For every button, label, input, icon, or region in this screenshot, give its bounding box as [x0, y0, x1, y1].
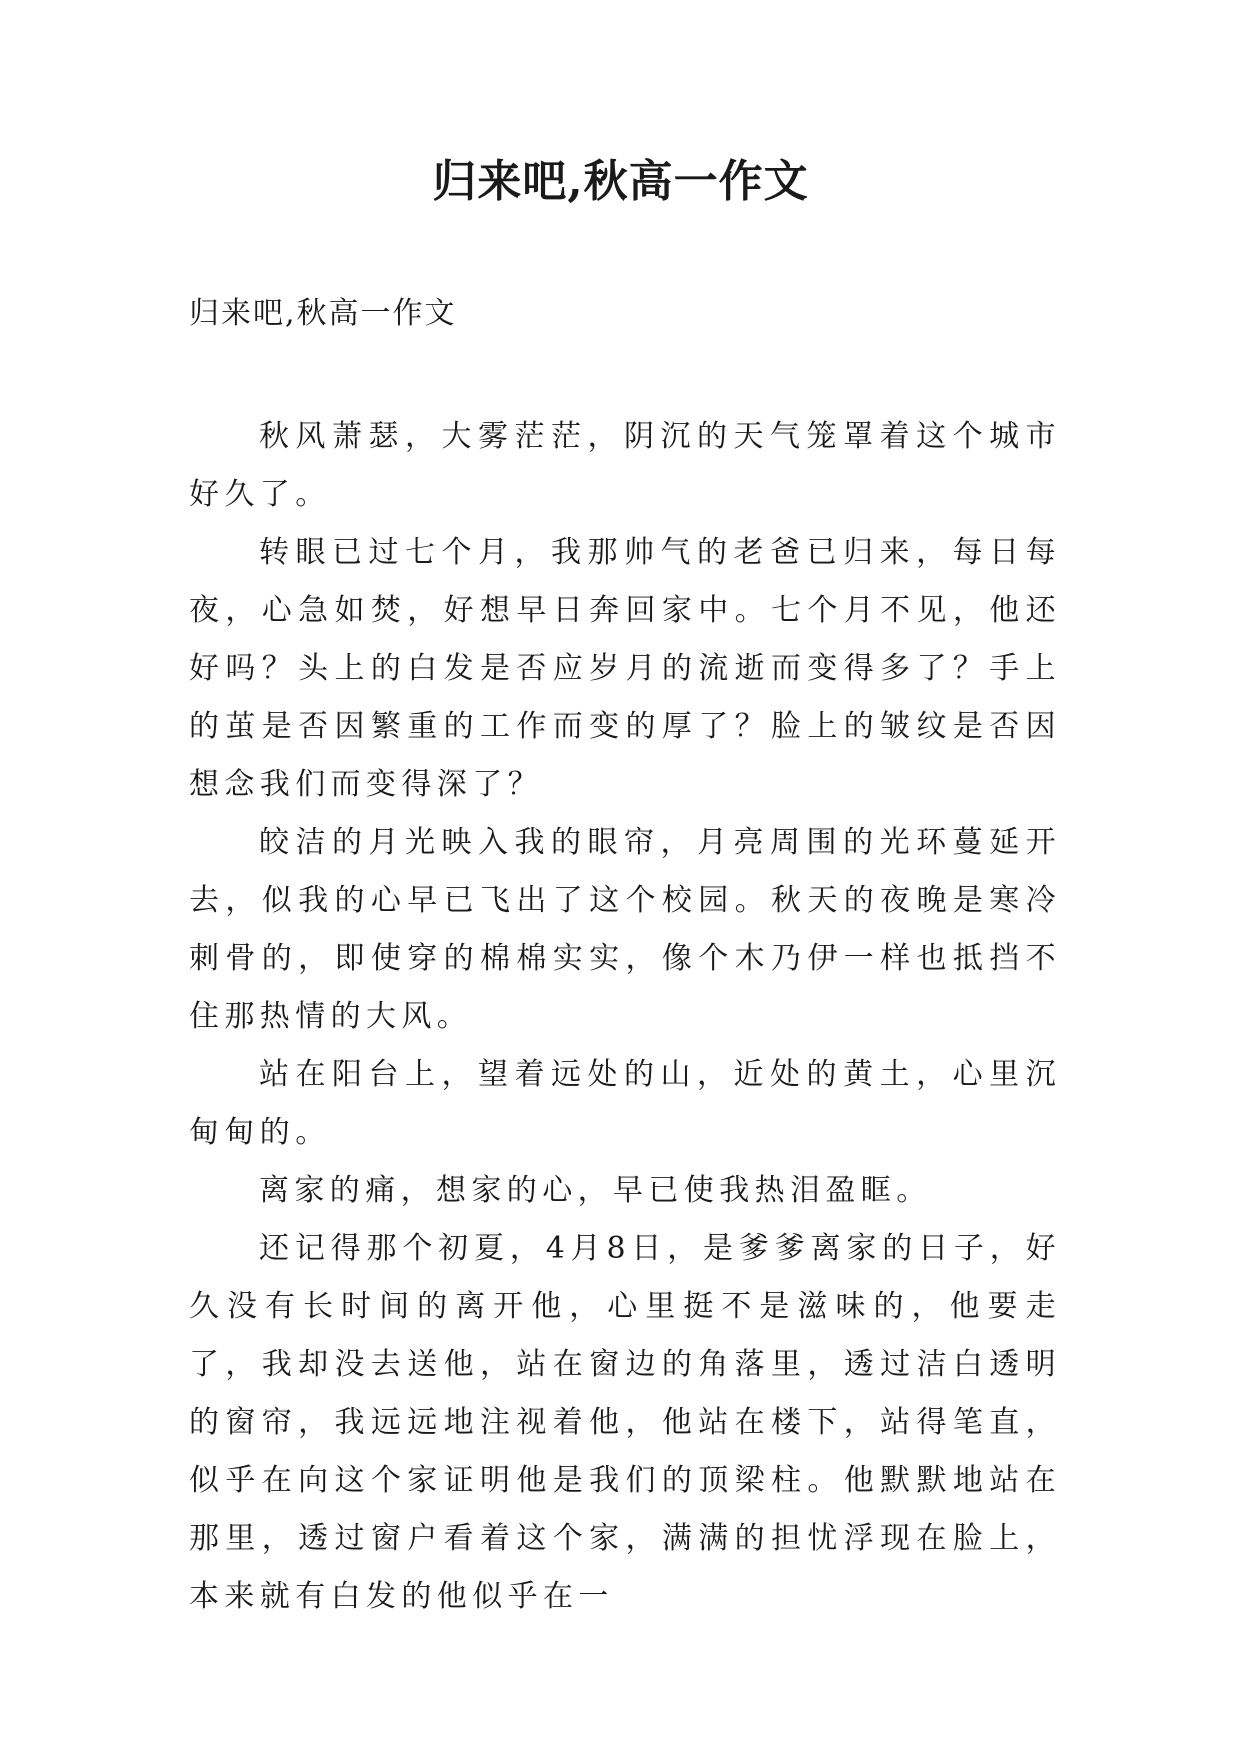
- paragraph: 皎洁的月光映入我的眼帘，月亮周围的光环蔓延开去，似我的心早已飞出了这个校园。秋天的夜晚是寒冷刺骨的，即使穿的棉棉实实，像个木乃伊一样也抵挡不住那热情的大风。: [189, 825, 1061, 1034]
- document-subtitle: 归来吧,秋高一作文: [189, 296, 457, 331]
- paragraph: 站在阳台上，望着远处的山，近处的黄土，心里沉甸甸的。: [189, 1057, 1061, 1150]
- paragraph: 离家的痛，想家的心，早已使我热泪盈眶。: [259, 1173, 932, 1208]
- document-title: 归来吧,秋高一作文: [432, 156, 809, 207]
- paragraph: 转眼已过七个月，我那帅气的老爸已归来，每日每夜，心急如焚，好想早日奔回家中。七个月不见，他还好吗？头上的白发是否应岁月的流逝而变得多了？手上的茧是否因繁重的工作而变的厚了？脸上的皱纹是否因想念我们而变得深了？: [189, 535, 1061, 802]
- document-body: [189, 408, 1061, 1626]
- paragraph: 还记得那个初夏，4月8日，是爹爹离家的日子，好久没有长时间的离开他，心里挺不是滋味的，他要走了，我却没去送他，站在窗边的角落里，透过洁白透明的窗帘，我远远地注视着他，他站在楼下，站得笔直，似乎在向这个家证明他是我们的顶梁柱。他默默地站在那里，透过窗户看着这个家，满满的担忧浮现在脸上，本来就有白发的他似乎在一: [189, 1231, 1061, 1614]
- paragraph: 秋风萧瑟，大雾茫茫，阴沉的天气笼罩着这个城市好久了。: [189, 419, 1061, 512]
